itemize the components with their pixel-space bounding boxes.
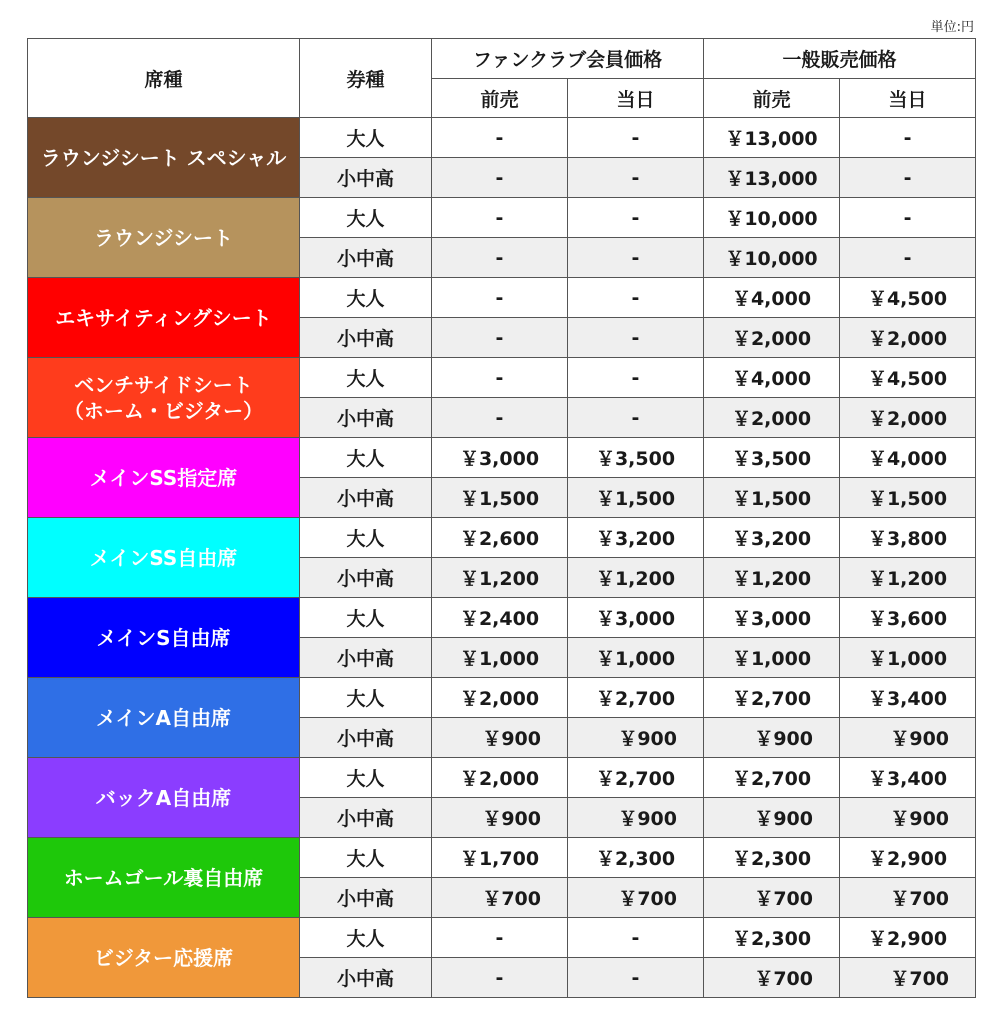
unit-label: 単位:円 <box>930 20 974 35</box>
price-cell-gen-pre: ￥2,300 <box>704 918 840 958</box>
price-cell-fc-day: ￥1,500 <box>568 478 704 518</box>
seat-name: ベンチサイドシート <box>74 372 253 397</box>
header-seat-type: 席種 <box>28 39 300 118</box>
price-cell-fc-day: ￥1,200 <box>568 558 704 598</box>
seat-name: メインSS自由席 <box>89 545 238 570</box>
price-cell-gen-day: ￥2,000 <box>840 398 976 438</box>
price-cell-gen-pre: ￥3,200 <box>704 518 840 558</box>
ticket-type-cell: 小中高 <box>300 398 432 438</box>
ticket-type-cell: 小中高 <box>300 718 432 758</box>
price-cell-gen-day: ￥4,500 <box>840 278 976 318</box>
table-row <box>28 598 976 638</box>
seat-name: エキサイティングシート <box>55 305 272 330</box>
price-cell-fc-pre: - <box>432 958 568 998</box>
price-cell-fc-pre: - <box>432 398 568 438</box>
price-cell-gen-pre: ￥4,000 <box>704 358 840 398</box>
price-cell-gen-day: ￥1,500 <box>840 478 976 518</box>
price-cell-fc-day: ￥900 <box>568 718 704 758</box>
price-cell-gen-pre: ￥1,200 <box>704 558 840 598</box>
header-fanclub-dayof: 当日 <box>568 79 704 118</box>
price-cell-fc-pre: ￥1,200 <box>432 558 568 598</box>
price-cell-fc-day: - <box>568 198 704 238</box>
seat-type-cell <box>28 838 300 918</box>
price-cell-gen-day: - <box>840 238 976 278</box>
price-cell-fc-pre: - <box>432 278 568 318</box>
price-cell-gen-day: ￥4,000 <box>840 438 976 478</box>
seat-type-cell <box>28 198 300 278</box>
ticket-type-cell: 小中高 <box>300 238 432 278</box>
price-cell-fc-pre: - <box>432 158 568 198</box>
ticket-type-cell: 小中高 <box>300 878 432 918</box>
price-cell-gen-day: ￥3,400 <box>840 678 976 718</box>
ticket-type-cell: 小中高 <box>300 798 432 838</box>
price-cell-fc-day: ￥2,300 <box>568 838 704 878</box>
table-row <box>28 678 976 718</box>
seat-name: メインA自由席 <box>95 705 232 730</box>
price-cell-fc-pre: - <box>432 358 568 398</box>
price-cell-fc-day: - <box>568 238 704 278</box>
price-cell-fc-pre: ￥1,000 <box>432 638 568 678</box>
table-row <box>28 758 976 798</box>
seat-type-cell <box>28 358 300 438</box>
price-cell-gen-pre: ￥10,000 <box>704 238 840 278</box>
ticket-type-cell: 大人 <box>300 598 432 638</box>
ticket-type-cell: 大人 <box>300 278 432 318</box>
ticket-type-cell: 小中高 <box>300 558 432 598</box>
price-cell-gen-pre: ￥2,700 <box>704 758 840 798</box>
price-cell-gen-day: ￥700 <box>840 878 976 918</box>
ticket-type-cell: 小中高 <box>300 638 432 678</box>
header-general-price: 一般販売価格 <box>704 39 976 79</box>
price-table-body <box>28 118 976 998</box>
price-cell-fc-day: - <box>568 918 704 958</box>
price-cell-gen-pre: ￥2,700 <box>704 678 840 718</box>
ticket-type-cell: 大人 <box>300 438 432 478</box>
seat-name-line2: （ホーム・ビジター） <box>63 398 264 423</box>
price-cell-gen-pre: ￥1,500 <box>704 478 840 518</box>
seat-type-cell <box>28 438 300 518</box>
price-cell-gen-day: - <box>840 118 976 158</box>
price-cell-gen-pre: ￥3,000 <box>704 598 840 638</box>
header-fanclub-price: ファンクラブ会員価格 <box>432 39 704 79</box>
price-cell-gen-day: ￥1,200 <box>840 558 976 598</box>
price-cell-gen-pre: ￥3,500 <box>704 438 840 478</box>
table-row <box>28 358 976 398</box>
ticket-type-cell: 大人 <box>300 518 432 558</box>
header-general-dayof: 当日 <box>840 79 976 118</box>
ticket-type-cell: 大人 <box>300 118 432 158</box>
seat-type-cell <box>28 918 300 998</box>
price-cell-fc-day: - <box>568 958 704 998</box>
seat-name: ホームゴール裏自由席 <box>63 865 264 890</box>
price-cell-gen-day: ￥4,500 <box>840 358 976 398</box>
price-cell-gen-pre: ￥2,000 <box>704 318 840 358</box>
table-row <box>28 198 976 238</box>
header-fanclub-presale: 前売 <box>432 79 568 118</box>
ticket-type-cell: 大人 <box>300 198 432 238</box>
price-cell-fc-day: - <box>568 158 704 198</box>
price-cell-gen-pre: ￥2,000 <box>704 398 840 438</box>
price-cell-fc-pre: ￥1,500 <box>432 478 568 518</box>
seat-type-cell <box>28 118 300 198</box>
seat-type-cell <box>28 518 300 598</box>
price-cell-fc-pre: - <box>432 318 568 358</box>
price-cell-fc-pre: - <box>432 238 568 278</box>
price-cell-gen-day: ￥900 <box>840 798 976 838</box>
price-cell-gen-pre: ￥700 <box>704 878 840 918</box>
price-cell-fc-pre: ￥2,600 <box>432 518 568 558</box>
price-cell-gen-pre: ￥10,000 <box>704 198 840 238</box>
seat-name: メインS自由席 <box>96 625 231 650</box>
price-cell-gen-day: ￥3,600 <box>840 598 976 638</box>
seat-type-cell <box>28 678 300 758</box>
price-cell-fc-day: ￥3,500 <box>568 438 704 478</box>
price-cell-gen-pre: ￥2,300 <box>704 838 840 878</box>
table-row <box>28 118 976 158</box>
seat-type-cell <box>28 758 300 838</box>
price-table <box>27 38 976 998</box>
table-row <box>28 278 976 318</box>
header-general-presale: 前売 <box>704 79 840 118</box>
price-cell-gen-day: ￥2,000 <box>840 318 976 358</box>
price-cell-fc-day: ￥900 <box>568 798 704 838</box>
price-cell-gen-day: ￥3,800 <box>840 518 976 558</box>
ticket-type-cell: 大人 <box>300 678 432 718</box>
price-cell-fc-pre: - <box>432 198 568 238</box>
price-cell-fc-day: - <box>568 278 704 318</box>
price-cell-gen-pre: ￥1,000 <box>704 638 840 678</box>
price-cell-gen-pre: ￥700 <box>704 958 840 998</box>
price-cell-fc-pre: ￥1,700 <box>432 838 568 878</box>
price-cell-fc-pre: ￥2,400 <box>432 598 568 638</box>
price-cell-gen-day: ￥2,900 <box>840 918 976 958</box>
ticket-type-cell: 大人 <box>300 758 432 798</box>
price-cell-gen-pre: ￥4,000 <box>704 278 840 318</box>
table-row <box>28 438 976 478</box>
table-row <box>28 838 976 878</box>
price-cell-fc-day: - <box>568 398 704 438</box>
price-cell-fc-day: ￥2,700 <box>568 758 704 798</box>
seat-name: ビジター応援席 <box>93 945 234 970</box>
price-cell-fc-day: - <box>568 118 704 158</box>
price-cell-fc-pre: - <box>432 918 568 958</box>
price-cell-fc-day: ￥1,000 <box>568 638 704 678</box>
ticket-type-cell: 小中高 <box>300 958 432 998</box>
price-cell-gen-pre: ￥900 <box>704 718 840 758</box>
price-cell-gen-day: ￥2,900 <box>840 838 976 878</box>
price-cell-gen-day: - <box>840 198 976 238</box>
price-cell-gen-day: ￥700 <box>840 958 976 998</box>
price-cell-fc-pre: - <box>432 118 568 158</box>
price-cell-fc-day: ￥700 <box>568 878 704 918</box>
seat-name: ラウンジシート スペシャル <box>40 145 287 170</box>
seat-type-cell <box>28 278 300 358</box>
price-cell-fc-pre: ￥700 <box>432 878 568 918</box>
seat-type-cell <box>28 598 300 678</box>
price-cell-fc-pre: ￥900 <box>432 798 568 838</box>
table-row <box>28 518 976 558</box>
price-cell-fc-pre: ￥2,000 <box>432 758 568 798</box>
seat-name: メインSS指定席 <box>89 465 238 490</box>
ticket-type-cell: 小中高 <box>300 318 432 358</box>
table-row <box>28 918 976 958</box>
seat-name: バックA自由席 <box>95 785 232 810</box>
price-cell-gen-day: - <box>840 158 976 198</box>
price-cell-fc-pre: ￥900 <box>432 718 568 758</box>
ticket-type-cell: 大人 <box>300 838 432 878</box>
price-cell-gen-pre: ￥13,000 <box>704 118 840 158</box>
header-ticket-type: 券種 <box>300 39 432 118</box>
price-cell-fc-day: - <box>568 358 704 398</box>
ticket-type-cell: 小中高 <box>300 158 432 198</box>
price-cell-gen-pre: ￥900 <box>704 798 840 838</box>
seat-name: ラウンジシート <box>94 225 233 250</box>
price-cell-fc-day: ￥2,700 <box>568 678 704 718</box>
ticket-type-cell: 大人 <box>300 918 432 958</box>
price-cell-fc-day: - <box>568 318 704 358</box>
price-cell-gen-day: ￥900 <box>840 718 976 758</box>
price-cell-fc-day: ￥3,200 <box>568 518 704 558</box>
price-cell-gen-day: ￥1,000 <box>840 638 976 678</box>
price-cell-fc-day: ￥3,000 <box>568 598 704 638</box>
price-cell-fc-pre: ￥3,000 <box>432 438 568 478</box>
price-cell-gen-pre: ￥13,000 <box>704 158 840 198</box>
price-cell-gen-day: ￥3,400 <box>840 758 976 798</box>
price-cell-fc-pre: ￥2,000 <box>432 678 568 718</box>
ticket-type-cell: 小中高 <box>300 478 432 518</box>
ticket-type-cell: 大人 <box>300 358 432 398</box>
